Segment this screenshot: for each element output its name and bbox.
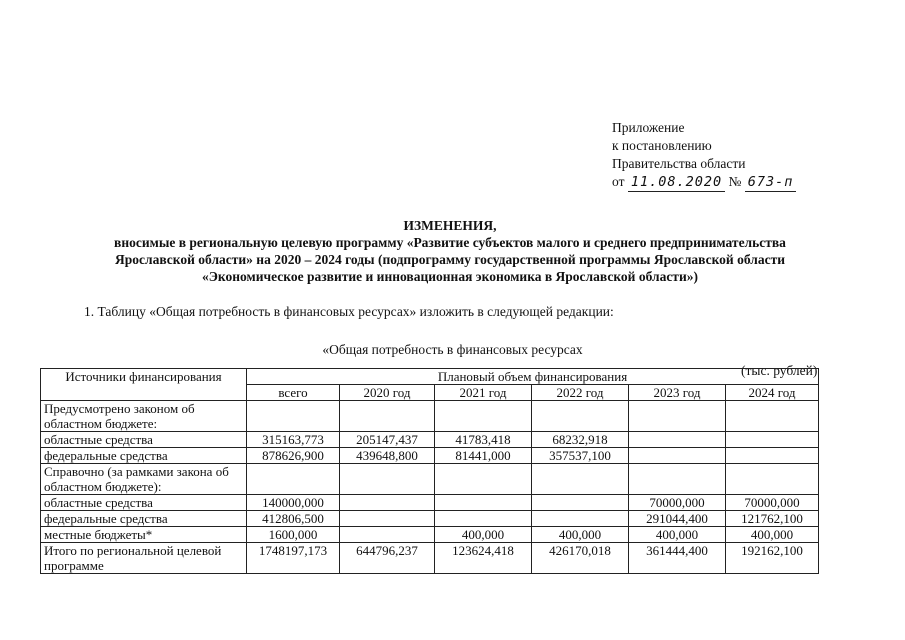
document-title (20, 217, 880, 285)
table-cell (726, 401, 819, 432)
row-label: Итого по региональной целевой программе (41, 543, 247, 574)
table-cell (726, 464, 819, 495)
column-header: 2020 год (340, 385, 435, 401)
table-cell (435, 464, 532, 495)
table-row (41, 464, 819, 495)
table-cell: 123624,418 (435, 543, 532, 574)
table-cell: 412806,500 (247, 511, 340, 527)
table-row (41, 543, 819, 574)
table-cell: 291044,400 (629, 511, 726, 527)
row-label: федеральные средства (41, 448, 247, 464)
column-header: 2024 год (726, 385, 819, 401)
table-cell: 361444,400 (629, 543, 726, 574)
table-cell: 400,000 (629, 527, 726, 543)
appendix-line-2: к постановлению (612, 138, 712, 153)
row-label: областные средства (41, 495, 247, 511)
table-cell (340, 401, 435, 432)
handwritten-date: 11.08.2020 (628, 173, 725, 192)
table-body (41, 401, 819, 574)
table-cell (340, 511, 435, 527)
table-cell: 81441,000 (435, 448, 532, 464)
table-cell: 878626,900 (247, 448, 340, 464)
table-row (41, 401, 819, 432)
table-row (41, 511, 819, 527)
row-label: Справочно (за рамками закона об областном бюджете): (41, 464, 247, 495)
table-cell: 68232,918 (532, 432, 629, 448)
column-header: 2021 год (435, 385, 532, 401)
table-cell: 70000,000 (726, 495, 819, 511)
table-cell: 1600,000 (247, 527, 340, 543)
column-header: всего (247, 385, 340, 401)
financing-table (40, 368, 819, 574)
header-row-1 (41, 369, 819, 385)
table-cell: 121762,100 (726, 511, 819, 527)
column-header: 2022 год (532, 385, 629, 401)
table-cell (247, 464, 340, 495)
table-cell (532, 511, 629, 527)
plan-header: Плановый объем финансирования (247, 369, 819, 385)
row-label: Предусмотрено законом об областном бюджете: (41, 401, 247, 432)
appendix-line-4 (612, 173, 796, 192)
table-cell (629, 448, 726, 464)
table-cell (629, 464, 726, 495)
table-cell (340, 464, 435, 495)
row-label: федеральные средства (41, 511, 247, 527)
appendix-line-3: Правительства области (612, 156, 746, 171)
row-label: областные средства (41, 432, 247, 448)
title-line-3: «Экономическое развитие и инновационная экономика в Ярославской области») (202, 269, 698, 284)
table-row (41, 495, 819, 511)
table-cell (435, 495, 532, 511)
table-cell (629, 432, 726, 448)
table-cell: 426170,018 (532, 543, 629, 574)
row-label: местные бюджеты* (41, 527, 247, 543)
table-row (41, 432, 819, 448)
table-cell: 205147,437 (340, 432, 435, 448)
table-cell (726, 448, 819, 464)
title-line-2: Ярославской области» на 2020 – 2024 годы (подпрограмму государственной программы Ярославской области (115, 252, 785, 267)
intro-paragraph: 1. Таблицу «Общая потребность в финансовых ресурсах» изложить в следующей редакции: (84, 304, 614, 319)
table-cell (340, 527, 435, 543)
table-cell: 400,000 (726, 527, 819, 543)
table-cell: 644796,237 (340, 543, 435, 574)
appendix-from: от (612, 174, 625, 189)
table-cell (435, 511, 532, 527)
table-cell: 400,000 (532, 527, 629, 543)
table-cell: 439648,800 (340, 448, 435, 464)
table-cell: 1748197,173 (247, 543, 340, 574)
table-cell: 315163,773 (247, 432, 340, 448)
appendix-line-1: Приложение (612, 120, 685, 135)
table-cell (435, 401, 532, 432)
table-cell (532, 464, 629, 495)
table-cell (629, 401, 726, 432)
table-cell (532, 495, 629, 511)
table-row (41, 527, 819, 543)
table-cell: 41783,418 (435, 432, 532, 448)
table-cell (726, 432, 819, 448)
table-cell (247, 401, 340, 432)
handwritten-number: 673-п (745, 173, 797, 192)
table-row (41, 448, 819, 464)
title-heading: ИЗМЕНЕНИЯ, (403, 218, 497, 233)
table-cell: 192162,100 (726, 543, 819, 574)
appendix-block (612, 119, 796, 192)
table-cell: 357537,100 (532, 448, 629, 464)
table-cell: 400,000 (435, 527, 532, 543)
table-cell (532, 401, 629, 432)
table-cell: 70000,000 (629, 495, 726, 511)
appendix-number-label: № (728, 174, 742, 189)
table-caption: «Общая потребность в финансовых ресурсах (322, 342, 583, 357)
source-header: Источники финансирования (41, 369, 247, 401)
table-cell: 140000,000 (247, 495, 340, 511)
units-label: (тыс. рублей) (741, 363, 818, 378)
column-header: 2023 год (629, 385, 726, 401)
title-line-1: вносимые в региональную целевую программу «Развитие субъектов малого и среднего предпринимательства (114, 235, 786, 250)
table-cell (340, 495, 435, 511)
